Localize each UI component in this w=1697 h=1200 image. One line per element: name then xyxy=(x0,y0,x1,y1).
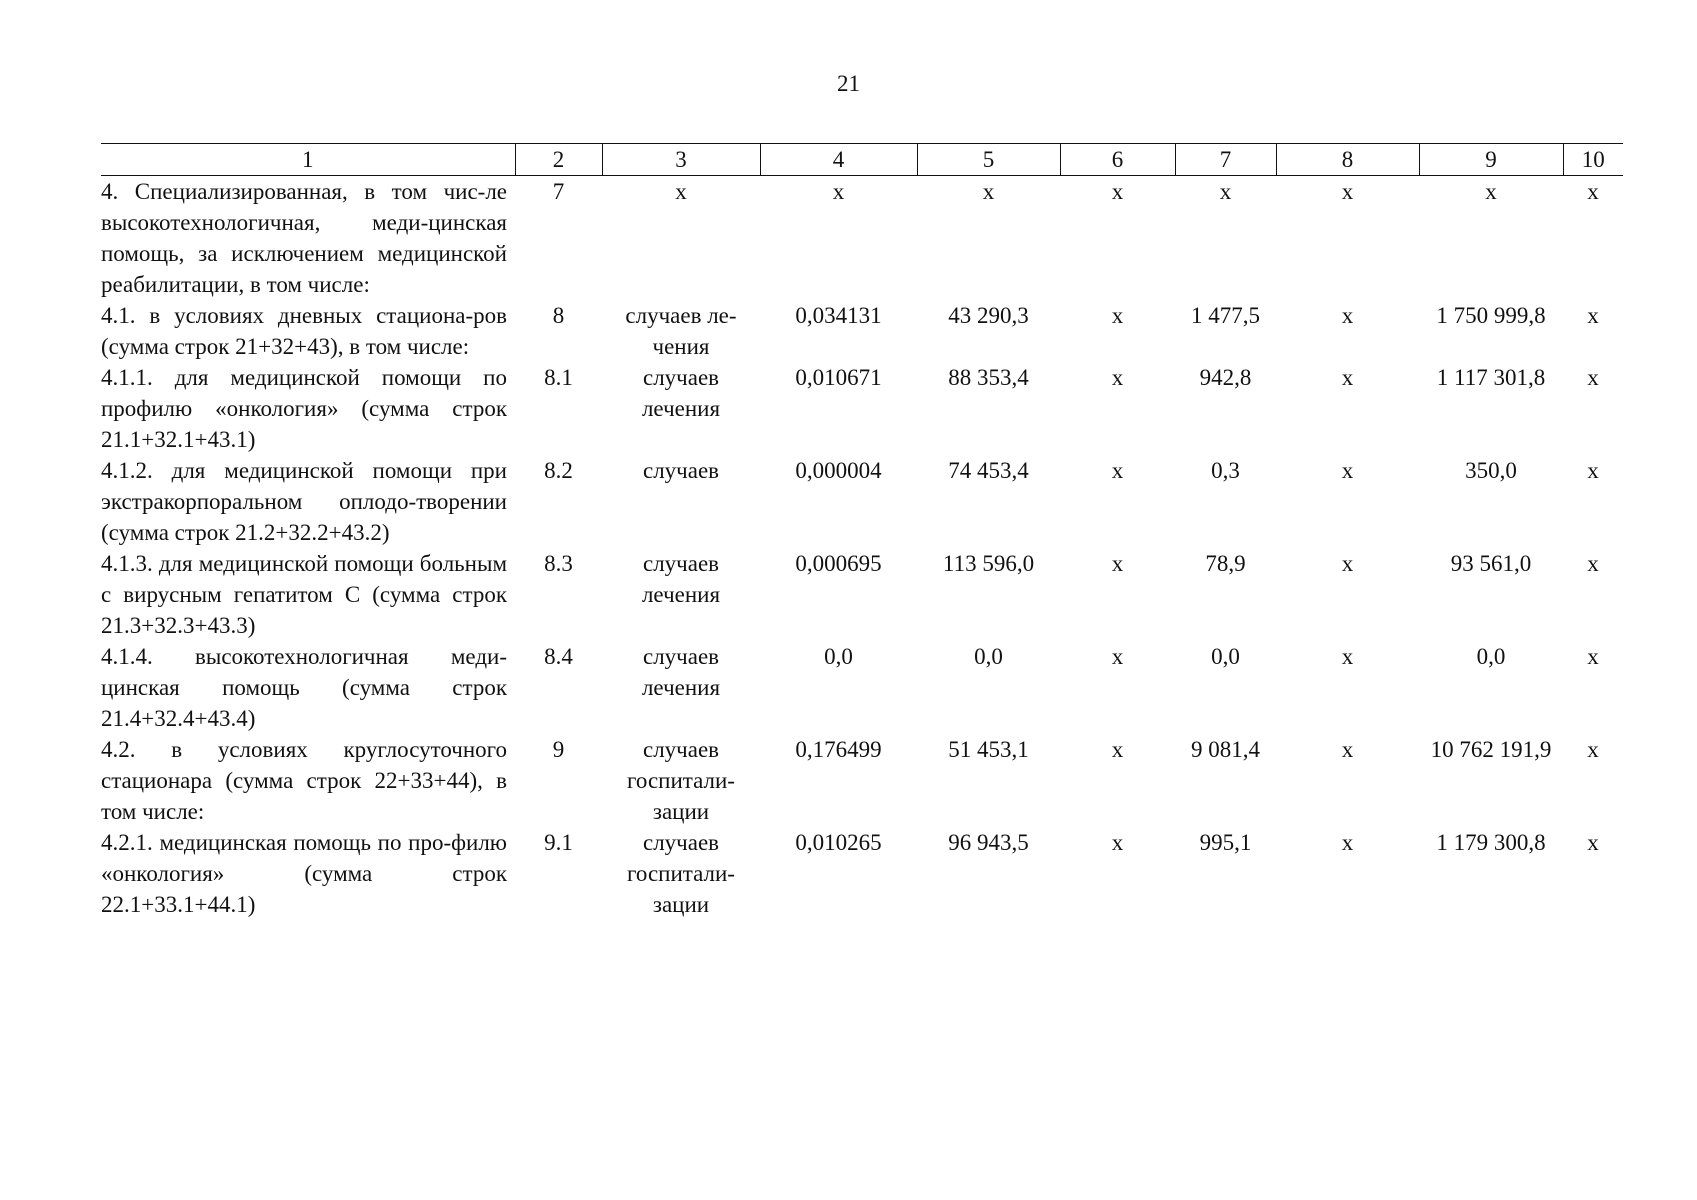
cell-col10: х xyxy=(1587,830,1599,855)
cell-col5: 96 943,5 xyxy=(948,830,1029,855)
cell-col7: 1 477,5 xyxy=(1191,303,1260,328)
column-header: 10 xyxy=(1563,144,1623,176)
cell-col6: х xyxy=(1111,365,1124,390)
row-name: 4.2.1. медицинская помощь по про-филю «онкология» (сумма строк 22.1+33.1+44.1) xyxy=(101,830,507,917)
cell-col6: х xyxy=(1111,830,1124,855)
row-name: 4.1.3. для медицинской помощи больным с вирусным гепатитом С (сумма строк 21.3+32.3+43.3) xyxy=(101,551,507,638)
cell-col9: 93 561,0 xyxy=(1450,551,1532,576)
cell-col4: 0,000004 xyxy=(795,458,882,483)
cell-col10: х xyxy=(1587,303,1599,328)
table-row xyxy=(101,548,1623,641)
row-unit: случаев xyxy=(642,458,720,483)
cell-col8: х xyxy=(1341,458,1354,483)
header-row xyxy=(101,144,1623,176)
cell-col8: х xyxy=(1341,830,1354,855)
cell-col9: 1 117 301,8 xyxy=(1436,365,1546,390)
cell-col8: х xyxy=(1341,365,1354,390)
column-header: 4 xyxy=(760,144,917,176)
cell-col6: х xyxy=(1111,458,1124,483)
cell-col7: 78,9 xyxy=(1205,551,1246,576)
row-code: 8.2 xyxy=(544,458,573,483)
row-unit: случаев лечения xyxy=(641,644,721,700)
cell-col4: 0,010265 xyxy=(795,830,882,855)
cell-col7: 0,0 xyxy=(1211,644,1240,669)
row-name: 4.1.1. для медицинской помощи по профилю «онкология» (сумма строк 21.1+32.1+43.1) xyxy=(101,365,507,452)
row-code: 8.4 xyxy=(544,644,573,669)
cell-col4: 0,010671 xyxy=(795,365,882,390)
row-name: 4. Специализированная, в том чис-ле высокотехнологичная, меди-цинская помощь, за исключением медицинской реабилитации, в том числе: xyxy=(101,179,507,297)
cell-col6: х xyxy=(1111,644,1124,669)
cell-col4: 0,0 xyxy=(824,644,853,669)
cell-col7: 995,1 xyxy=(1199,830,1252,855)
cell-col10: х xyxy=(1587,644,1599,669)
row-unit: случаев госпитали-зации xyxy=(627,830,735,917)
cell-col4: 0,176499 xyxy=(795,737,882,762)
row-code: 9 xyxy=(552,737,565,762)
cell-col5: 0,0 xyxy=(974,644,1003,669)
cell-col5: 88 353,4 xyxy=(948,365,1029,390)
column-header: 9 xyxy=(1419,144,1563,176)
cell-col4: х xyxy=(832,179,845,204)
cell-col7: 9 081,4 xyxy=(1191,737,1260,762)
cell-col6: х xyxy=(1111,737,1124,762)
column-header: 7 xyxy=(1175,144,1276,176)
column-header: 5 xyxy=(917,144,1060,176)
cell-col5: 51 453,1 xyxy=(948,737,1029,762)
cell-col8: х xyxy=(1341,179,1354,204)
cell-col10: х xyxy=(1587,551,1599,576)
cell-col4: 0,034131 xyxy=(795,303,882,328)
row-unit: случаев лечения xyxy=(641,551,721,607)
cell-col10: х xyxy=(1587,179,1599,204)
row-unit: х xyxy=(675,179,687,204)
column-header: 6 xyxy=(1060,144,1175,176)
page-number: 21 xyxy=(837,71,860,96)
cell-col8: х xyxy=(1341,303,1354,328)
table-row xyxy=(101,300,1623,362)
cell-col8: х xyxy=(1341,551,1354,576)
row-unit: случаев лечения xyxy=(641,365,721,421)
row-unit: случаев госпитали-зации xyxy=(627,737,735,824)
row-code: 9.1 xyxy=(544,830,573,855)
cell-col7: х xyxy=(1219,179,1232,204)
table-row xyxy=(101,641,1623,734)
cell-col9: 1 750 999,8 xyxy=(1436,303,1546,328)
column-header: 1 xyxy=(101,144,515,176)
row-unit: случаев ле-чения xyxy=(625,303,737,359)
cell-col10: х xyxy=(1587,458,1599,483)
cell-col4: 0,000695 xyxy=(795,551,882,576)
row-code: 8.3 xyxy=(544,551,573,576)
cell-col5: 113 596,0 xyxy=(942,551,1035,576)
table-row xyxy=(101,734,1623,827)
cell-col10: х xyxy=(1587,737,1599,762)
table-row xyxy=(101,827,1623,920)
row-name: 4.1.2. для медицинской помощи при экстракорпоральном оплодо-творении (сумма строк 21.2+32.2+43.2) xyxy=(101,458,507,545)
row-code: 8 xyxy=(552,303,565,328)
cell-col8: х xyxy=(1341,644,1354,669)
row-name: 4.1.4. высокотехнологичная меди-цинская помощь (сумма строк 21.4+32.4+43.4) xyxy=(101,644,507,731)
cell-col6: х xyxy=(1111,551,1124,576)
cell-col9: х xyxy=(1485,179,1497,204)
column-header: 8 xyxy=(1276,144,1419,176)
cell-col9: 10 762 191,9 xyxy=(1430,737,1552,762)
row-code: 8.1 xyxy=(544,365,573,390)
table-row xyxy=(101,455,1623,548)
row-code: 7 xyxy=(552,179,565,204)
cell-col7: 942,8 xyxy=(1199,365,1252,390)
row-name: 4.1. в условиях дневных стациона-ров (сумма строк 21+32+43), в том числе: xyxy=(101,303,507,359)
cell-col9: 0,0 xyxy=(1476,644,1506,669)
cell-col5: 43 290,3 xyxy=(948,303,1029,328)
table-row xyxy=(101,362,1623,455)
cell-col10: х xyxy=(1587,365,1599,390)
cell-col7: 0,3 xyxy=(1211,458,1240,483)
table-row xyxy=(101,176,1623,301)
cell-col6: х xyxy=(1111,179,1124,204)
column-header: 3 xyxy=(602,144,760,176)
row-name: 4.2. в условиях круглосуточного стационара (сумма строк 22+33+44), в том числе: xyxy=(101,737,507,824)
cell-col8: х xyxy=(1341,737,1354,762)
cell-col5: х xyxy=(982,179,995,204)
cell-col9: 1 179 300,8 xyxy=(1436,830,1546,855)
cell-col9: 350,0 xyxy=(1465,458,1517,483)
cell-col6: х xyxy=(1111,303,1124,328)
cell-col5: 74 453,4 xyxy=(948,458,1029,483)
data-table xyxy=(101,143,1623,920)
column-header: 2 xyxy=(515,144,602,176)
